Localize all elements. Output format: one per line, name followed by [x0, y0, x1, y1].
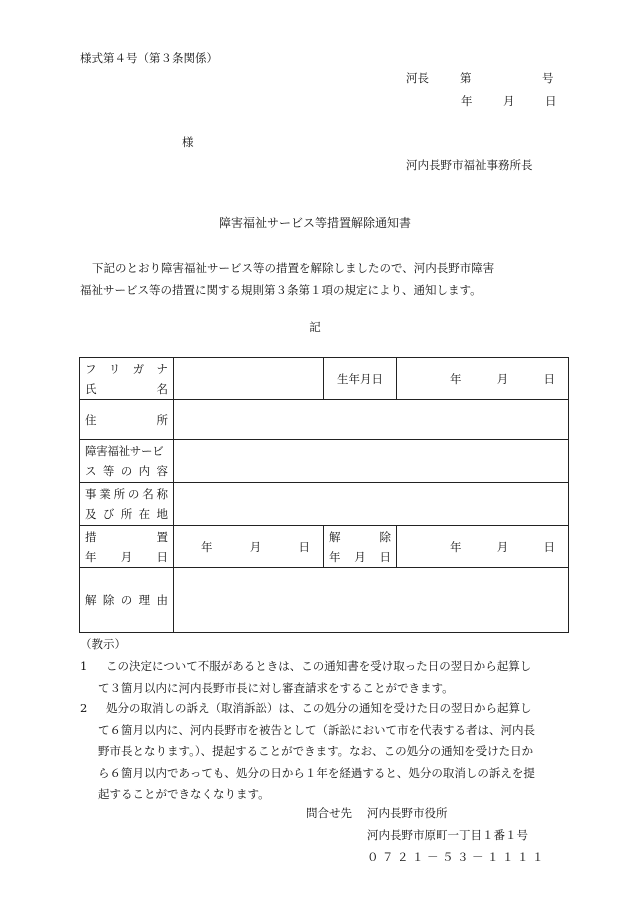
- address-label: 住 所: [85, 412, 168, 427]
- service-label-line-2: ス 等 の 内 容: [85, 464, 168, 478]
- table-row: [80, 483, 569, 526]
- contact-address: 河内長野市原町一丁目１番１号: [367, 828, 528, 842]
- reason-label: 解 除 の 理 由: [85, 593, 168, 607]
- notice-item-2-line-2: て６箇月以内に、河内長野市を被告として（訴訟において市を代表する者は、河内長: [98, 722, 535, 737]
- reason-value-cell[interactable]: [174, 568, 569, 633]
- birthdate-label: 生年月日: [324, 358, 397, 400]
- birthdate-value-cell[interactable]: 年 月 日: [397, 358, 569, 400]
- notice-item-2: [80, 698, 568, 806]
- release-date-value-cell[interactable]: 年 月 日: [397, 526, 569, 568]
- facility-value-cell[interactable]: [174, 483, 569, 526]
- notice-item-2-line-3: 野市長となります。）、提起することができます。なお、この処分の通知を受けた日か: [98, 744, 534, 758]
- contact-label: 問合せ先: [306, 806, 352, 820]
- facility-label-line-2: 及 び 所 在 地: [85, 507, 168, 521]
- office-prefix: 河長: [406, 71, 429, 85]
- address-label-cell: [80, 400, 174, 440]
- name-label: 氏 名: [85, 381, 168, 396]
- name-value-cell[interactable]: [174, 358, 324, 400]
- release-label-line-1: 解 除: [329, 529, 391, 544]
- notice-item-1-line-2: て３箇月以内に河内長野市長に対し審査請求をすることができます。: [98, 680, 454, 695]
- contact-phone: ０７２１－５３－１１１１: [367, 850, 547, 864]
- contact-row: [306, 805, 448, 821]
- measure-label-line-1: 措 置: [85, 529, 168, 544]
- notice-heading: （教示）: [80, 637, 126, 651]
- measure-date-value-cell[interactable]: 年 月 日: [174, 526, 324, 568]
- furigana-label: フ リ ガ ナ: [85, 361, 168, 376]
- sender: 河内長野市福祉事務所長: [406, 158, 533, 172]
- notice-item-1: [80, 656, 568, 699]
- issue-year: 年: [461, 94, 473, 108]
- reason-label-cell: [80, 568, 174, 633]
- notice-item-2-number: 2: [80, 701, 88, 715]
- service-value-cell[interactable]: [174, 440, 569, 483]
- table-row: [80, 440, 569, 483]
- number-suffix: 号: [542, 71, 554, 85]
- table-row: [80, 526, 569, 568]
- notice-item-1-number: 1: [80, 659, 88, 673]
- document-number-row: [406, 70, 554, 86]
- table-row: [80, 400, 569, 440]
- record-mark: 記: [309, 320, 321, 334]
- number-label: 第: [460, 71, 472, 85]
- measure-label-line-2: 年 月 日: [85, 549, 168, 564]
- document-title: 障害福祉サービス等措置解除通知書: [218, 216, 411, 230]
- recipient-honorific: 様: [182, 135, 194, 149]
- facility-label-line-1: 事 業 所 の 名 称: [85, 487, 168, 501]
- contact-office: 河内長野市役所: [367, 806, 448, 820]
- body-line-1: 下記のとおり障害福祉サービス等の措置を解除しましたので、河内長野市障害: [92, 261, 495, 275]
- body-text: [80, 257, 568, 301]
- issue-date-row: [461, 93, 587, 109]
- issue-month: 月: [503, 94, 515, 108]
- issue-day: 日: [545, 94, 557, 108]
- table-row: [80, 358, 569, 400]
- table-row: [80, 568, 569, 633]
- body-line-2: 福祉サービス等の措置に関する規則第３条第１項の規定により、通知します。: [80, 283, 482, 297]
- notice-item-2-line-5: 起することができなくなります。: [98, 787, 270, 801]
- notice-item-2-line-1: 処分の取消しの訴え（取消訴訟）は、この処分の通知を受けた日の翌日から起算し: [106, 701, 532, 715]
- notice-item-1-line-1: この決定について不服があるときは、この通知書を受け取った日の翌日から起算し: [106, 659, 532, 673]
- address-value-cell[interactable]: [174, 400, 569, 440]
- name-label-cell: [80, 358, 174, 400]
- facility-label-cell: [80, 483, 174, 526]
- form-number: 様式第４号（第３条関係）: [80, 51, 218, 65]
- service-label-cell: [80, 440, 174, 483]
- service-label-line-1: 障害福祉サービ: [85, 444, 164, 458]
- measure-date-label-cell: [80, 526, 174, 568]
- release-date-label-cell: [324, 526, 397, 568]
- details-table: [79, 357, 569, 633]
- notice-item-2-line-4: ら６箇月以内であっても、処分の日から１年を経過すると、処分の取消しの訴えを提: [98, 765, 535, 780]
- release-label-line-2: 年 月 日: [329, 549, 391, 564]
